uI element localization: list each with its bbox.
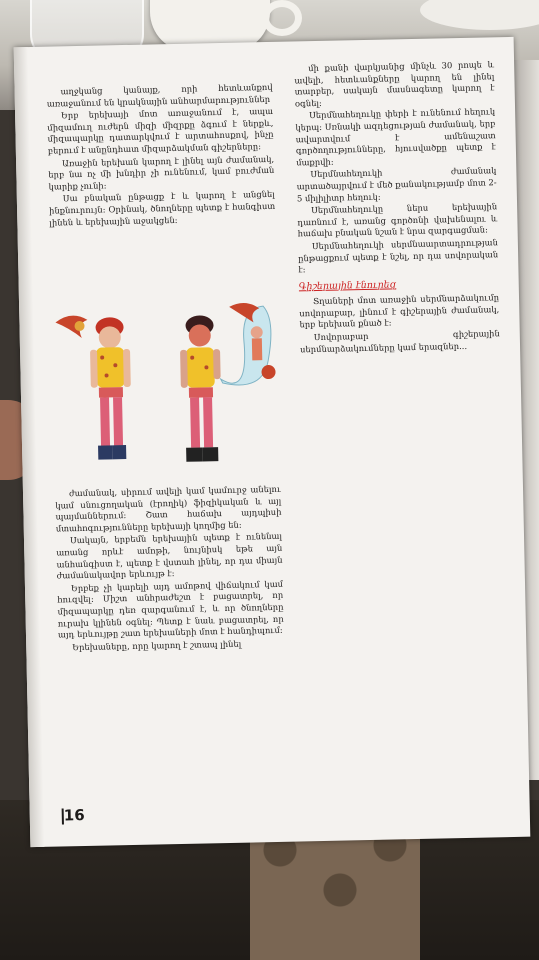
magazine-page [14,37,531,847]
paragraph: Սա բնական ընթացք է և կարող է անցնել ինքնուրույն: Օրինակ, ծնողները պետք է հանգիստ լինեն և երեխային աջակցեն: [48,189,276,228]
cartoon-illustration [51,300,281,487]
paragraph: Սերմնահեղուկի ժամանակ արտածայրվում է մեծ քանակությամբ մոտ 2-5 միլիլիտր հեղուկ: [296,165,497,203]
right-column [294,59,509,783]
paragraph: Սովորաբար գիշերային սերմնարձակումները կամ երազներ... [299,328,500,355]
paragraph: Երբեք չի կարելի այդ ամոթով վիճակում կամ հուզվել: Միշտ անհրաժեշտ է բացատրել, որ միզապարկը դեռ զարգանում է, և որ ծնողները ուրախ կլինեն օգնել: Պետք է նաև բացատրել, որ այդ երևույթը շատ երեխաների մոտ է հանդիպում: [57,578,284,640]
paragraph: Սերմնահեղուկը ներս երեխային դառնում է, առանց գործոնի վախենալու և հաճախ բնական նշան է նրա զարգացման: [297,201,498,239]
paragraph: աղջկանց կանայք, որի հետևանքով առաջանում են կրակնային անհարմարություններ [46,81,273,109]
page-number: 16 [63,806,85,825]
paragraph: Երեխաները, որը կարող է շտապ լինել [72,638,242,652]
boy-right-figure [179,315,222,462]
paragraph: Սերմնահեղուկի սերմնաարտադրության ընթացքում պետք է նշել, որ դա սովորական է: [298,237,499,275]
bird-left-icon [55,315,87,338]
paragraph: մի քանի վարկյանից մինչև 30 րոպե և ավելի, հետևանքները կարող են լինել տարբեր, սակայն մասնագետը կարող է օգնել: [294,59,495,109]
paragraph: Սակայն, երբեմն երեխային պետք է ունենալ առանց որևէ ամոթի, նույնիսկ եթե այն անհանգիստ է, պետք է վստահ լինել, որ դա միայն ժամանակավոր երևույթ է: [56,531,283,581]
paragraph: Սերմնահեղուկը փերի է ունենում հեղուկ կերպ: Սռնակի ազդեցության ժամանակ, երբ ավարտվում է ամենաշատ գործողությունները, հյուսվածքը պետք է մաքրվի: [295,106,496,168]
coffee-cup-handle [262,0,302,36]
boy-left-figure [89,317,132,460]
left-column-bottom [55,484,287,799]
paragraph: Տղաների մոտ առաջին սերմնարձակումը սովորաբար, լինում է գիշերային ժամանակ, երբ երեխան քնած է: [299,292,500,330]
paragraph: Երբ երեխայի մոտ առաջանում է, ապա միզամուղ ուժերն միզի միզրքը ձգում է ներքև, միզապարկը դատարկվում է արտահոսքով, ինչը բերում է անընդհատ միզարձակման գիշերները: [47,106,274,156]
left-column-top [47,82,278,305]
paragraph: Առաջին երեխան կարող է լինել այն ժամանակ, երբ նա ոչ մի խնդիր չի ունենում, կամ բուժման կարիք չունի: [48,153,275,192]
paragraph: ժամանակ, սիրում ավելի կամ կամուրջ անելու կամ սնուցողական (էրողիկ) ֆիզիկական և այլ պայմաններում: Շատ հաճախ այդպիսի մտահոգությունները երեխայի կողմից են: [55,483,282,534]
section-heading: Գիշերային էնուրեզ [298,279,397,293]
